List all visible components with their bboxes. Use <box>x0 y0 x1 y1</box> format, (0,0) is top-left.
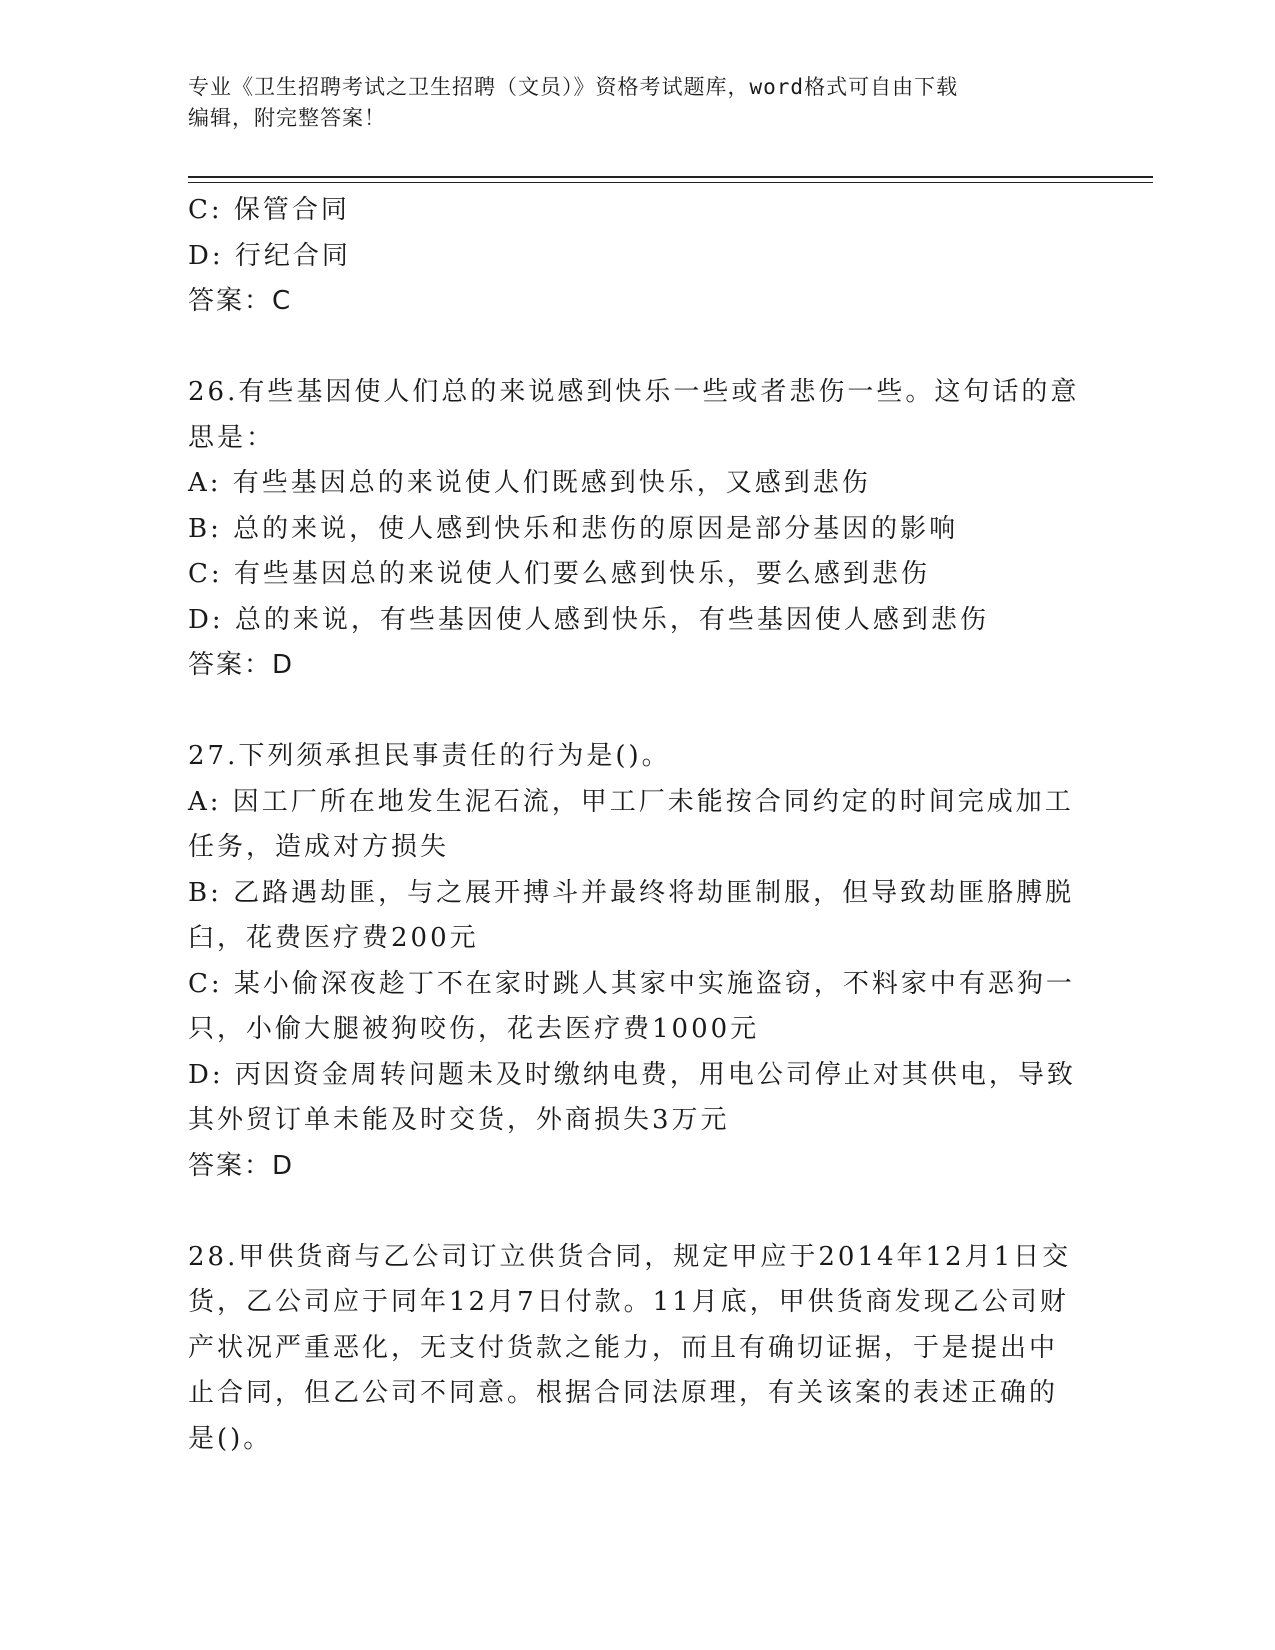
spacer <box>188 689 1068 735</box>
q27-answer: 答案：D <box>188 1150 295 1181</box>
document-body <box>188 188 1080 1462</box>
q26-stem-line-2: 思是： <box>188 422 276 453</box>
spacer <box>188 325 1068 371</box>
question-28 <box>188 1235 1072 1463</box>
q27-option-c-line-2: 只，小偷大腿被狗咬伤，花去医疗费1000元 <box>188 1014 760 1044</box>
q27-stem: 27.下列须承担民事责任的行为是()。 <box>188 741 671 771</box>
q25-option-d: D: 行纪合同 <box>188 240 351 271</box>
q25-option-c: C: 保管合同 <box>188 195 350 225</box>
q26-answer: 答案：D <box>188 650 295 680</box>
q27-option-b-line-1: B: 乙路遇劫匪，与之展开搏斗并最终将劫匪制服，但导致劫匪胳膊脱 <box>188 877 1075 908</box>
q28-stem-line-5: 是()。 <box>188 1423 273 1454</box>
q28-stem-line-4: 止合同，但乙公司不同意。根据合同法原理，有关该案的表述正确的 <box>188 1378 1059 1408</box>
q27-option-c-line-1: C: 某小偷深夜趁丁不在家时跳人其家中实施盗窃，不料家中有恶狗一 <box>188 968 1075 999</box>
header-divider-thick <box>188 176 1153 178</box>
q28-stem-line-1: 28.甲供货商与乙公司订立供货合同，规定甲应于2014年12月1日交 <box>188 1241 1072 1272</box>
header-divider-thin <box>188 182 1153 183</box>
header-line-1: 专业《卫生招聘考试之卫生招聘（文员）》资格考试题库，word格式可自由下载 <box>188 75 959 99</box>
q26-option-a: A: 有些基因总的来说使人们既感到快乐，又感到悲伤 <box>188 468 871 498</box>
q26-option-d: D: 总的来说，有些基因使人感到快乐，有些基因使人感到悲伤 <box>188 604 989 635</box>
q28-stem-line-3: 产状况严重恶化，无支付货款之能力，而且有确切证据，于是提出中 <box>188 1332 1059 1363</box>
q26-stem-line-1: 26.有些基因使人们总的来说感到快乐一些或者悲伤一些。这句话的意 <box>188 377 1080 407</box>
q28-stem-line-2: 货，乙公司应于同年12月7日付款。11月底，甲供货商发现乙公司财 <box>188 1287 1069 1317</box>
q27-option-a-line-1: A: 因工厂所在地发生泥石流，甲工厂未能按合同约定的时间完成加工 <box>188 786 1074 817</box>
question-27 <box>188 734 1076 1189</box>
q25-answer: 答案：C <box>188 286 293 316</box>
q26-option-b: B: 总的来说，使人感到快乐和悲伤的原因是部分基因的影响 <box>188 513 959 544</box>
q27-option-a-line-2: 任务，造成对方损失 <box>188 832 450 862</box>
q27-option-b-line-2: 臼，花费医疗费200元 <box>188 923 479 953</box>
page-header <box>188 72 1068 134</box>
question-26 <box>188 370 1080 689</box>
q27-option-d-line-2: 其外贸订单未能及时交货，外商损失3万元 <box>188 1105 730 1135</box>
q27-option-d-line-1: D: 丙因资金周转问题未及时缴纳电费，用电公司停止对其供电，导致 <box>188 1059 1076 1090</box>
header-line-2: 编辑，附完整答案！ <box>188 106 386 130</box>
spacer <box>188 1189 1068 1235</box>
q26-option-c: C: 有些基因总的来说使人们要么感到快乐，要么感到悲伤 <box>188 559 930 589</box>
question-25 <box>188 188 1068 325</box>
